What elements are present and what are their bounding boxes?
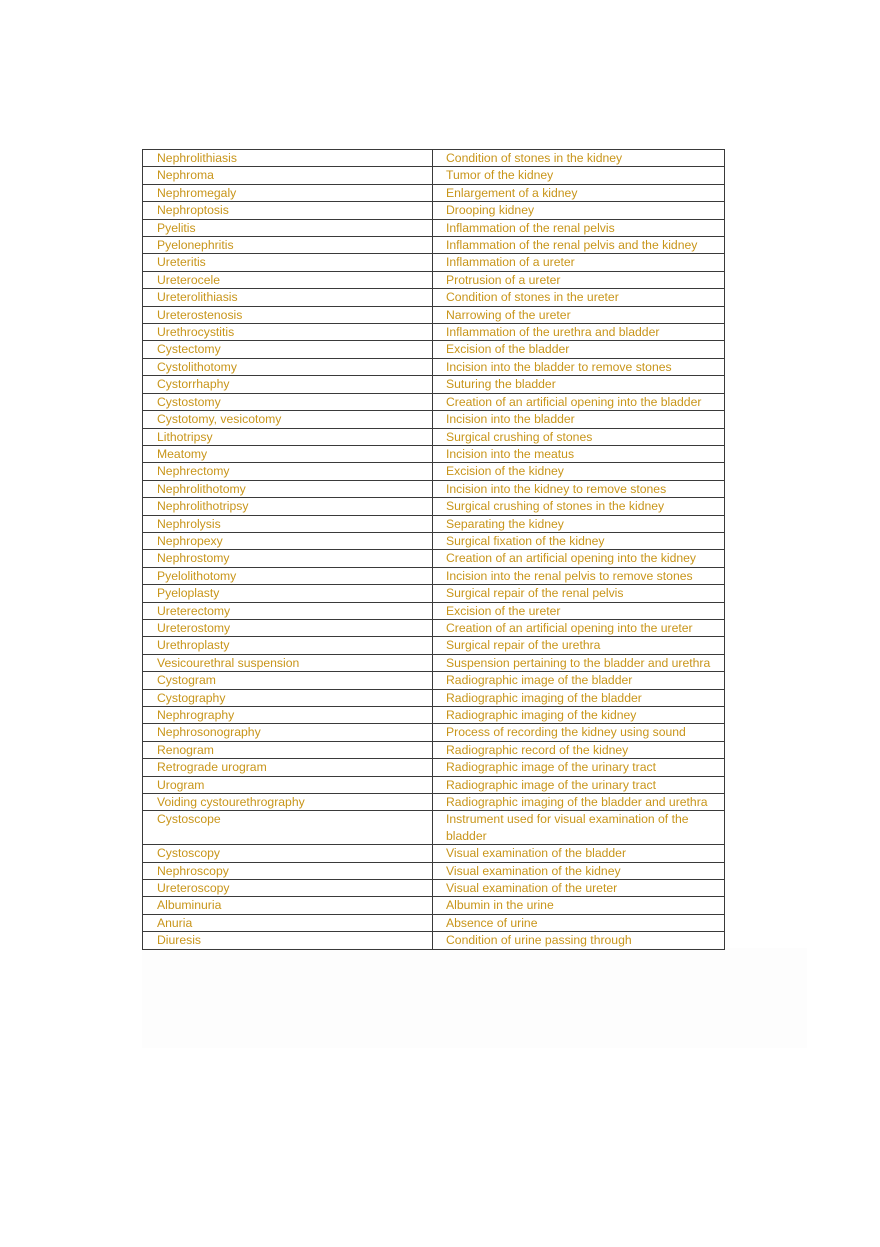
term-cell: Urethroplasty xyxy=(143,637,433,654)
definition-cell: Excision of the bladder xyxy=(433,341,725,358)
term-cell: Cystogram xyxy=(143,672,433,689)
table-row xyxy=(143,707,725,724)
definition-cell: Visual examination of the ureter xyxy=(433,880,725,897)
term-cell: Voiding cystourethrography xyxy=(143,794,433,811)
term-cell: Nephrolysis xyxy=(143,515,433,532)
table-row xyxy=(143,167,725,184)
term-cell: Cystolithotomy xyxy=(143,358,433,375)
definition-cell: Creation of an artificial opening into the ureter xyxy=(433,619,725,636)
definition-cell: Radiographic imaging of the kidney xyxy=(433,707,725,724)
table-row xyxy=(143,393,725,410)
term-cell: Nephrolithotripsy xyxy=(143,498,433,515)
term-cell: Cystoscopy xyxy=(143,845,433,862)
table-row xyxy=(143,271,725,288)
definition-cell: Condition of stones in the kidney xyxy=(433,150,725,167)
term-cell: Anuria xyxy=(143,914,433,931)
term-cell: Albuminuria xyxy=(143,897,433,914)
definition-cell: Visual examination of the kidney xyxy=(433,862,725,879)
table-row xyxy=(143,376,725,393)
table-row xyxy=(143,637,725,654)
table-row xyxy=(143,150,725,167)
term-cell: Nephrostomy xyxy=(143,550,433,567)
table-row xyxy=(143,411,725,428)
term-cell: Nephropexy xyxy=(143,532,433,549)
definition-cell: Suspension pertaining to the bladder and urethra xyxy=(433,654,725,671)
definition-cell: Protrusion of a ureter xyxy=(433,271,725,288)
definition-cell: Incision into the renal pelvis to remove stones xyxy=(433,567,725,584)
table-row xyxy=(143,619,725,636)
definition-cell: Tumor of the kidney xyxy=(433,167,725,184)
definition-cell: Excision of the kidney xyxy=(433,463,725,480)
definition-cell: Surgical crushing of stones xyxy=(433,428,725,445)
term-cell: Cystostomy xyxy=(143,393,433,410)
terms-table-body xyxy=(143,150,725,950)
table-row xyxy=(143,672,725,689)
table-row xyxy=(143,428,725,445)
table-row xyxy=(143,480,725,497)
table-row xyxy=(143,550,725,567)
definition-cell: Radiographic record of the kidney xyxy=(433,741,725,758)
definition-cell: Drooping kidney xyxy=(433,202,725,219)
table-row xyxy=(143,498,725,515)
definition-cell: Surgical repair of the urethra xyxy=(433,637,725,654)
table-row xyxy=(143,759,725,776)
term-cell: Nephroma xyxy=(143,167,433,184)
table-row xyxy=(143,932,725,949)
definition-cell: Condition of stones in the ureter xyxy=(433,289,725,306)
table-row xyxy=(143,880,725,897)
table-row xyxy=(143,445,725,462)
table-row xyxy=(143,897,725,914)
term-cell: Vesicourethral suspension xyxy=(143,654,433,671)
definition-cell: Incision into the kidney to remove stones xyxy=(433,480,725,497)
table-row xyxy=(143,358,725,375)
table-row xyxy=(143,811,725,845)
definition-cell: Separating the kidney xyxy=(433,515,725,532)
term-cell: Pyelolithotomy xyxy=(143,567,433,584)
term-cell: Cystotomy, vesicotomy xyxy=(143,411,433,428)
table-row xyxy=(143,914,725,931)
term-cell: Urethrocystitis xyxy=(143,324,433,341)
term-cell: Ureteritis xyxy=(143,254,433,271)
term-cell: Nephrectomy xyxy=(143,463,433,480)
definition-cell: Inflammation of the urethra and bladder xyxy=(433,324,725,341)
definition-cell: Suturing the bladder xyxy=(433,376,725,393)
medical-terms-table xyxy=(142,149,725,950)
table-row xyxy=(143,306,725,323)
term-cell: Ureterocele xyxy=(143,271,433,288)
table-row xyxy=(143,202,725,219)
term-cell: Diuresis xyxy=(143,932,433,949)
table-row xyxy=(143,741,725,758)
term-cell: Nephrography xyxy=(143,707,433,724)
definition-cell: Incision into the bladder xyxy=(433,411,725,428)
table-row xyxy=(143,219,725,236)
term-cell: Pyeloplasty xyxy=(143,585,433,602)
table-row xyxy=(143,567,725,584)
term-cell: Lithotripsy xyxy=(143,428,433,445)
table-row xyxy=(143,724,725,741)
table-row xyxy=(143,862,725,879)
term-cell: Pyelitis xyxy=(143,219,433,236)
term-cell: Pyelonephritis xyxy=(143,237,433,254)
definition-cell: Radiographic image of the bladder xyxy=(433,672,725,689)
term-cell: Nephrosonography xyxy=(143,724,433,741)
term-cell: Urogram xyxy=(143,776,433,793)
table-row xyxy=(143,341,725,358)
table-row xyxy=(143,515,725,532)
table-row xyxy=(143,184,725,201)
term-cell: Ureterostenosis xyxy=(143,306,433,323)
table-row xyxy=(143,845,725,862)
definition-cell: Surgical repair of the renal pelvis xyxy=(433,585,725,602)
term-cell: Ureterectomy xyxy=(143,602,433,619)
definition-cell: Albumin in the urine xyxy=(433,897,725,914)
definition-cell: Absence of urine xyxy=(433,914,725,931)
page-shadow-band xyxy=(142,948,807,1048)
table-row xyxy=(143,794,725,811)
definition-cell: Excision of the ureter xyxy=(433,602,725,619)
table-row xyxy=(143,463,725,480)
definition-cell: Radiographic image of the urinary tract xyxy=(433,759,725,776)
table-row xyxy=(143,254,725,271)
table-row xyxy=(143,689,725,706)
definition-cell: Radiographic imaging of the bladder xyxy=(433,689,725,706)
definition-cell: Incision into the meatus xyxy=(433,445,725,462)
definition-cell: Inflammation of the renal pelvis and the kidney xyxy=(433,237,725,254)
term-cell: Nephromegaly xyxy=(143,184,433,201)
definition-cell: Radiographic image of the urinary tract xyxy=(433,776,725,793)
term-cell: Ureteroscopy xyxy=(143,880,433,897)
table-row xyxy=(143,237,725,254)
term-cell: Ureterolithiasis xyxy=(143,289,433,306)
definition-cell: Narrowing of the ureter xyxy=(433,306,725,323)
table-row xyxy=(143,602,725,619)
term-cell: Nephrolithotomy xyxy=(143,480,433,497)
term-cell: Meatomy xyxy=(143,445,433,462)
definition-cell: Radiographic imaging of the bladder and urethra xyxy=(433,794,725,811)
definition-cell: Instrument used for visual examination of the bladder xyxy=(433,811,725,845)
table-row xyxy=(143,289,725,306)
definition-cell: Incision into the bladder to remove stones xyxy=(433,358,725,375)
term-cell: Retrograde urogram xyxy=(143,759,433,776)
term-cell: Nephroscopy xyxy=(143,862,433,879)
term-cell: Cystectomy xyxy=(143,341,433,358)
definition-cell: Surgical fixation of the kidney xyxy=(433,532,725,549)
definition-cell: Enlargement of a kidney xyxy=(433,184,725,201)
term-cell: Cystoscope xyxy=(143,811,433,845)
term-cell: Nephroptosis xyxy=(143,202,433,219)
definition-cell: Inflammation of the renal pelvis xyxy=(433,219,725,236)
table-row xyxy=(143,776,725,793)
term-cell: Cystorrhaphy xyxy=(143,376,433,393)
definition-cell: Condition of urine passing through xyxy=(433,932,725,949)
definition-cell: Visual examination of the bladder xyxy=(433,845,725,862)
term-cell: Renogram xyxy=(143,741,433,758)
definition-cell: Process of recording the kidney using sound xyxy=(433,724,725,741)
table-row xyxy=(143,654,725,671)
term-cell: Cystography xyxy=(143,689,433,706)
term-cell: Nephrolithiasis xyxy=(143,150,433,167)
definition-cell: Creation of an artificial opening into the kidney xyxy=(433,550,725,567)
definition-cell: Creation of an artificial opening into the bladder xyxy=(433,393,725,410)
table-row xyxy=(143,532,725,549)
term-cell: Ureterostomy xyxy=(143,619,433,636)
definition-cell: Surgical crushing of stones in the kidney xyxy=(433,498,725,515)
table-row xyxy=(143,585,725,602)
definition-cell: Inflammation of a ureter xyxy=(433,254,725,271)
table-row xyxy=(143,324,725,341)
